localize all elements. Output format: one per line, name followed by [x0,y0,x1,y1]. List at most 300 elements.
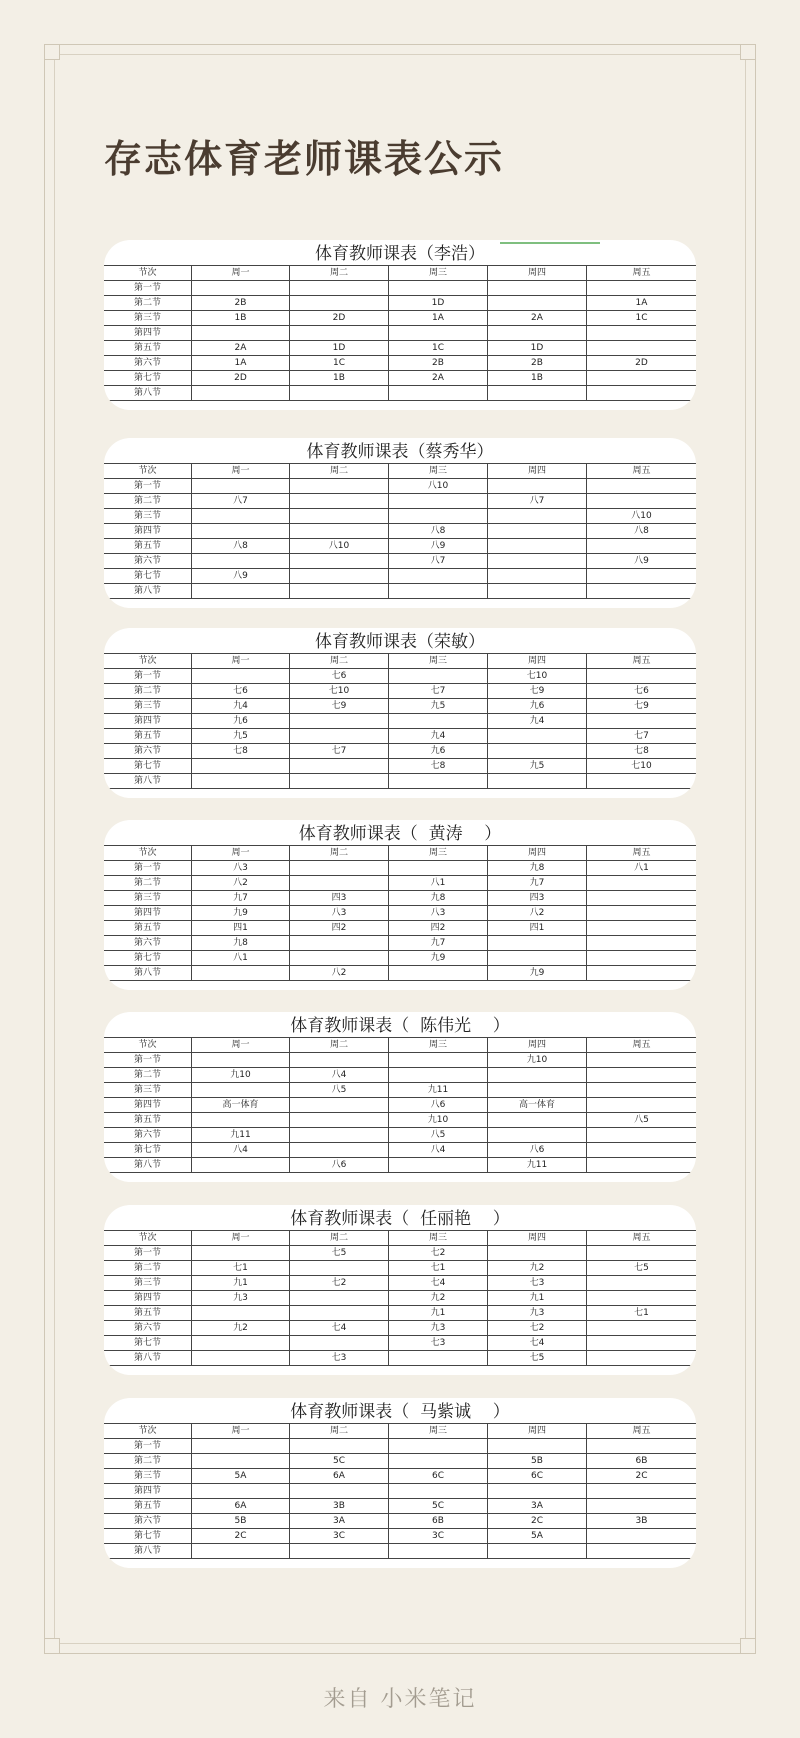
class-cell: 5B [192,1514,290,1529]
column-header: 周一 [192,1424,290,1439]
table-row [104,861,696,876]
class-cell [192,966,290,981]
class-cell [192,1053,290,1068]
class-cell: 八7 [192,494,290,509]
period-label: 第八节 [104,584,192,599]
schedule-card [104,1398,696,1568]
table-header-row [104,846,696,861]
table-row [104,1336,696,1351]
period-label: 第三节 [104,509,192,524]
schedule-card [104,1205,696,1375]
class-cell: 七9 [587,699,697,714]
class-cell [192,669,290,684]
class-cell: 2A [488,311,587,326]
class-cell: 2A [192,341,290,356]
class-cell: 八5 [587,1113,697,1128]
class-cell [587,584,697,599]
class-cell: 6A [192,1499,290,1514]
class-cell: 九6 [389,744,488,759]
column-header: 节次 [104,1424,192,1439]
class-cell: 七3 [488,1276,587,1291]
class-cell [389,1158,488,1173]
class-cell [587,569,697,584]
class-cell: 3B [587,1514,697,1529]
schedule-title: 体育教师课表（李浩） [315,244,485,264]
class-cell: 七7 [290,744,389,759]
class-cell: 3B [290,1499,389,1514]
table-row [104,1276,696,1291]
class-cell: 九11 [488,1158,587,1173]
table-row [104,281,696,296]
class-cell [587,1499,697,1514]
column-header: 周一 [192,1231,290,1246]
frame-corner [44,1638,60,1654]
class-cell [488,1544,587,1559]
class-cell: 1A [389,311,488,326]
class-cell: 四2 [389,921,488,936]
class-cell [488,524,587,539]
class-cell [587,936,697,951]
period-label: 第四节 [104,326,192,341]
class-cell [587,326,697,341]
class-cell [587,1291,697,1306]
class-cell: 八9 [389,539,488,554]
class-cell [587,386,697,401]
period-label: 第五节 [104,341,192,356]
class-cell: 八4 [389,1143,488,1158]
class-cell [290,861,389,876]
class-cell [587,1351,697,1366]
period-label: 第七节 [104,1529,192,1544]
table-header-row [104,1231,696,1246]
class-cell: 九3 [488,1306,587,1321]
class-cell: 6B [389,1514,488,1529]
class-cell [290,386,389,401]
column-header: 周五 [587,1424,697,1439]
class-cell: 九1 [192,1276,290,1291]
class-cell: 九8 [192,936,290,951]
table-row [104,1068,696,1083]
class-cell: 七4 [290,1321,389,1336]
class-cell: 高一体育 [488,1098,587,1113]
class-cell: 九4 [192,699,290,714]
period-label: 第一节 [104,479,192,494]
class-cell: 七2 [488,1321,587,1336]
table-row [104,936,696,951]
column-header: 节次 [104,1038,192,1053]
class-cell [290,1143,389,1158]
class-cell: 八7 [389,554,488,569]
class-cell [587,1158,697,1173]
class-cell: 七7 [389,684,488,699]
class-cell [389,1454,488,1469]
class-cell [389,1351,488,1366]
class-cell [389,584,488,599]
class-cell [488,281,587,296]
table-row [104,669,696,684]
class-cell: 八8 [587,524,697,539]
period-label: 第五节 [104,1306,192,1321]
column-header: 周二 [290,1424,389,1439]
class-cell [587,1128,697,1143]
class-cell [488,584,587,599]
class-cell [290,1484,389,1499]
class-cell: 2B [192,296,290,311]
class-cell: 九6 [488,699,587,714]
class-cell [389,1484,488,1499]
class-cell: 七4 [389,1276,488,1291]
class-cell [488,386,587,401]
schedule-table [104,845,696,981]
column-header: 周一 [192,266,290,281]
class-cell: 6A [290,1469,389,1484]
column-header: 周四 [488,654,587,669]
class-cell: 八10 [587,509,697,524]
class-cell: 七4 [488,1336,587,1351]
class-cell [488,744,587,759]
period-label: 第五节 [104,1113,192,1128]
period-label: 第一节 [104,669,192,684]
period-label: 第二节 [104,1068,192,1083]
class-cell: 八1 [587,861,697,876]
column-header: 周五 [587,266,697,281]
class-cell: 八5 [389,1128,488,1143]
class-cell [192,554,290,569]
column-header: 周二 [290,846,389,861]
class-cell: 1A [192,356,290,371]
class-cell: 八3 [389,906,488,921]
schedule-title: 体育教师课表（ 马紫诚 ） [290,1402,510,1422]
class-cell: 八2 [290,966,389,981]
class-cell: 6C [389,1469,488,1484]
period-label: 第一节 [104,1053,192,1068]
period-label: 第七节 [104,371,192,386]
class-cell [290,509,389,524]
period-label: 第八节 [104,386,192,401]
class-cell [587,1276,697,1291]
class-cell: 5C [389,1499,488,1514]
class-cell [192,1083,290,1098]
class-cell: 九9 [389,951,488,966]
class-cell: 八3 [290,906,389,921]
class-cell: 1C [587,311,697,326]
class-cell [192,759,290,774]
class-cell [192,1484,290,1499]
period-label: 第三节 [104,1469,192,1484]
period-label: 第六节 [104,554,192,569]
column-header: 周三 [389,846,488,861]
column-header: 周三 [389,464,488,479]
class-cell: 九2 [192,1321,290,1336]
column-header: 节次 [104,266,192,281]
class-cell: 八1 [192,951,290,966]
class-cell: 七2 [290,1276,389,1291]
class-cell [389,1053,488,1068]
class-cell: 四1 [488,921,587,936]
class-cell [192,1158,290,1173]
class-cell: 七1 [587,1306,697,1321]
class-cell: 八5 [290,1083,389,1098]
class-cell [290,1053,389,1068]
class-cell: 2C [587,1469,697,1484]
class-cell [488,509,587,524]
period-label: 第七节 [104,1143,192,1158]
class-cell: 七8 [389,759,488,774]
schedule-card [104,820,696,990]
period-label: 第二节 [104,1454,192,1469]
class-cell [192,326,290,341]
class-cell [192,1439,290,1454]
class-cell [488,539,587,554]
period-label: 第四节 [104,524,192,539]
period-label: 第四节 [104,714,192,729]
class-cell: 5C [290,1454,389,1469]
class-cell [290,1306,389,1321]
class-cell: 八9 [192,569,290,584]
footer-source: 来自 小米笔记 [323,1687,477,1712]
table-row [104,1098,696,1113]
selection-mark [500,242,600,244]
class-cell [290,1128,389,1143]
column-header: 周五 [587,654,697,669]
class-cell: 2B [389,356,488,371]
class-cell [192,479,290,494]
class-cell: 2D [192,371,290,386]
class-cell: 八2 [488,906,587,921]
class-cell: 八7 [488,494,587,509]
class-cell: 九5 [488,759,587,774]
class-cell [389,966,488,981]
column-header: 周三 [389,1231,488,1246]
table-row [104,326,696,341]
table-row [104,744,696,759]
class-cell: 七5 [290,1246,389,1261]
class-cell [192,509,290,524]
schedule-title: 体育教师课表（ 陈伟光 ） [290,1016,510,1036]
class-cell: 2C [192,1529,290,1544]
class-cell: 七3 [389,1336,488,1351]
table-row [104,1261,696,1276]
column-header: 周二 [290,266,389,281]
class-cell: 八2 [192,876,290,891]
table-row [104,356,696,371]
period-label: 第二节 [104,1261,192,1276]
schedule-title: 体育教师课表（ 黄涛 ） [298,824,502,844]
class-cell: 八6 [389,1098,488,1113]
class-cell [587,1484,697,1499]
class-cell [290,281,389,296]
class-cell: 八10 [389,479,488,494]
table-row [104,569,696,584]
class-cell [488,774,587,789]
class-cell [488,1439,587,1454]
period-label: 第五节 [104,729,192,744]
class-cell: 七6 [192,684,290,699]
class-cell: 3A [290,1514,389,1529]
schedule-card [104,628,696,798]
table-row [104,729,696,744]
column-header: 周二 [290,1231,389,1246]
period-label: 第三节 [104,699,192,714]
class-cell: 七7 [587,729,697,744]
class-cell [587,1083,697,1098]
schedule-card [104,438,696,608]
class-cell: 七9 [488,684,587,699]
table-row [104,774,696,789]
class-cell: 七10 [587,759,697,774]
class-cell [587,341,697,356]
class-cell: 2B [488,356,587,371]
class-cell [389,1439,488,1454]
period-label: 第七节 [104,1336,192,1351]
class-cell: 八8 [192,539,290,554]
class-cell [587,906,697,921]
class-cell: 九3 [389,1321,488,1336]
class-cell: 八1 [389,876,488,891]
period-label: 第四节 [104,1291,192,1306]
table-row [104,1291,696,1306]
class-cell [488,951,587,966]
table-row [104,1469,696,1484]
table-row [104,1321,696,1336]
class-cell: 1A [587,296,697,311]
period-label: 第五节 [104,539,192,554]
class-cell [290,1439,389,1454]
table-row [104,554,696,569]
period-label: 第三节 [104,1276,192,1291]
period-label: 第七节 [104,951,192,966]
period-label: 第八节 [104,1544,192,1559]
period-label: 第三节 [104,891,192,906]
column-header: 周一 [192,1038,290,1053]
class-cell: 八10 [290,539,389,554]
table-header-row [104,654,696,669]
class-cell [389,714,488,729]
class-cell: 七2 [389,1246,488,1261]
class-cell: 七6 [587,684,697,699]
class-cell: 1C [389,341,488,356]
class-cell [587,1246,697,1261]
class-cell [587,494,697,509]
class-cell: 七3 [290,1351,389,1366]
table-row [104,1053,696,1068]
period-label: 第三节 [104,311,192,326]
period-label: 第四节 [104,906,192,921]
table-row [104,341,696,356]
class-cell: 1B [192,311,290,326]
class-cell [488,554,587,569]
schedule-table [104,1230,696,1366]
schedule-table [104,653,696,789]
table-row [104,1439,696,1454]
class-cell [587,951,697,966]
class-cell: 九7 [192,891,290,906]
class-cell [290,1113,389,1128]
period-label: 第五节 [104,921,192,936]
column-header: 节次 [104,1231,192,1246]
column-header: 周一 [192,846,290,861]
class-cell [290,936,389,951]
class-cell [389,569,488,584]
class-cell: 八6 [290,1158,389,1173]
period-label: 第六节 [104,1321,192,1336]
period-label: 第七节 [104,759,192,774]
column-header: 周三 [389,1038,488,1053]
column-header: 周四 [488,846,587,861]
class-cell: 九10 [389,1113,488,1128]
class-cell [290,1261,389,1276]
table-row [104,1083,696,1098]
table-row [104,1529,696,1544]
class-cell: 3C [290,1529,389,1544]
table-row [104,1499,696,1514]
table-row [104,1454,696,1469]
class-cell [290,494,389,509]
class-cell [389,509,488,524]
table-row [104,966,696,981]
schedule-title: 体育教师课表（ 任丽艳 ） [290,1209,510,1229]
period-label: 第二节 [104,494,192,509]
schedule-table [104,265,696,401]
class-cell [389,669,488,684]
class-cell [488,729,587,744]
class-cell [488,936,587,951]
class-cell [192,1544,290,1559]
table-row [104,1113,696,1128]
class-cell [587,1053,697,1068]
page-title: 存志体育老师课表公示 [104,137,505,181]
table-header-row [104,1038,696,1053]
table-row [104,699,696,714]
class-cell: 1B [290,371,389,386]
class-cell [192,524,290,539]
class-cell: 九5 [389,699,488,714]
class-cell: 1C [290,356,389,371]
class-cell [290,774,389,789]
class-cell [290,1098,389,1113]
class-cell [389,861,488,876]
period-label: 第七节 [104,569,192,584]
table-row [104,1158,696,1173]
schedule-title: 体育教师课表（蔡秀华） [306,442,494,462]
column-header: 周四 [488,1038,587,1053]
table-row [104,684,696,699]
period-label: 第二节 [104,876,192,891]
schedule-table [104,1423,696,1559]
class-cell [290,479,389,494]
table-row [104,951,696,966]
class-cell: 八9 [587,554,697,569]
class-cell [192,281,290,296]
class-cell [192,1454,290,1469]
class-cell [587,876,697,891]
class-cell [587,1544,697,1559]
class-cell [290,1291,389,1306]
schedule-table [104,463,696,599]
table-row [104,876,696,891]
class-cell [192,774,290,789]
class-cell: 九4 [488,714,587,729]
class-cell [192,386,290,401]
class-cell: 九5 [192,729,290,744]
class-cell [587,714,697,729]
class-cell [290,951,389,966]
class-cell: 1D [389,296,488,311]
class-cell: 七6 [290,669,389,684]
table-row [104,1544,696,1559]
class-cell: 九1 [488,1291,587,1306]
class-cell: 八3 [192,861,290,876]
